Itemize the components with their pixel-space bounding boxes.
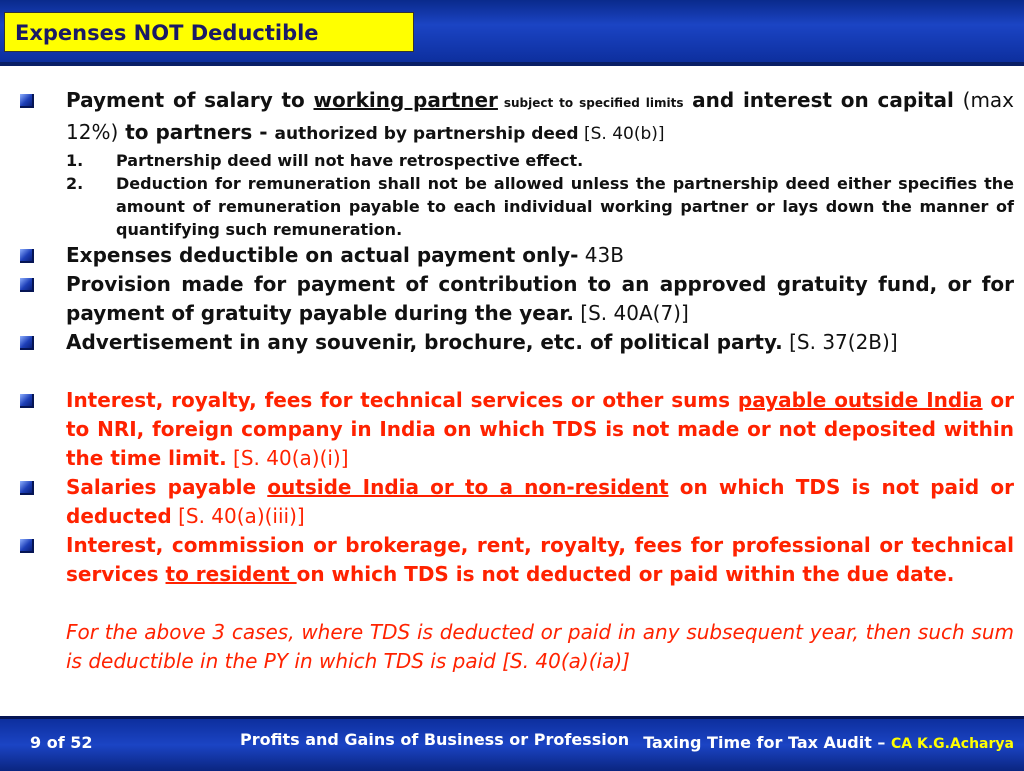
bullet-square-icon <box>20 336 34 350</box>
tds-note: For the above 3 cases, where TDS is deducted or paid in any subsequent year, then such sum is deductible in the PY in which TDS is paid [S. 40(a)(ia)] <box>66 620 1014 673</box>
slide-content <box>20 86 1014 676</box>
bullet-square-icon <box>20 249 34 263</box>
bullet-gratuity: Provision made for payment of contribution to an approved gratuity fund, or for payment of gratuity payable during the year. [S. 40A(7)] <box>20 270 1014 328</box>
bullet-square-icon <box>20 481 34 495</box>
bullet-square-icon <box>20 94 34 108</box>
bullet-43b: Expenses deductible on actual payment only- 43B <box>20 241 1014 270</box>
footer-credit: Taxing Time for Tax Audit – CA K.G.Acharya <box>643 733 1014 752</box>
bullet-tds-outside-india: Interest, royalty, fees for technical services or other sums payable outside India or to NRI, foreign company in India on which TDS is not made or not deposited within the time limit. [S. 40(a)(i)] <box>20 386 1014 473</box>
bullet-salaries-nonresident: Salaries payable outside India or to a non-resident on which TDS is not paid or deducted [S. 40(a)(iii)] <box>20 473 1014 531</box>
bullet-tds-resident: Interest, commission or brokerage, rent, royalty, fees for professional or technical services to resident on which TDS is not deducted or paid within the due date. <box>20 531 1014 589</box>
footer-topic: Profits and Gains of Business or Profession <box>240 730 630 749</box>
bullet-square-icon <box>20 278 34 292</box>
slide-title: Expenses NOT Deductible <box>4 12 414 52</box>
list-item: 1. Partnership deed will not have retrospective effect. <box>66 151 584 170</box>
list-item: 2. Deduction for remuneration shall not be allowed unless the partnership deed either specifies the amount of remuneration payable to each individual working partner or lays down the manner of quantifying such remuneration. <box>66 174 1014 239</box>
bullet-square-icon <box>20 539 34 553</box>
bullet-advertisement: Advertisement in any souvenir, brochure, etc. of political party. [S. 37(2B)] <box>20 328 1014 357</box>
partner-conditions-list <box>66 149 1014 241</box>
page-number: 9 of 52 <box>30 733 93 752</box>
footer-bar <box>0 716 1024 771</box>
header-rule <box>0 62 1024 66</box>
footer-author: CA K.G.Acharya <box>891 736 1014 752</box>
bullet-square-icon <box>20 394 34 408</box>
bullet-partner-salary: Payment of salary to working partner subject to specified limits and interest on capital (max 12%) to partners - authorized by partnership deed [S. 40(b)] <box>20 86 1014 149</box>
